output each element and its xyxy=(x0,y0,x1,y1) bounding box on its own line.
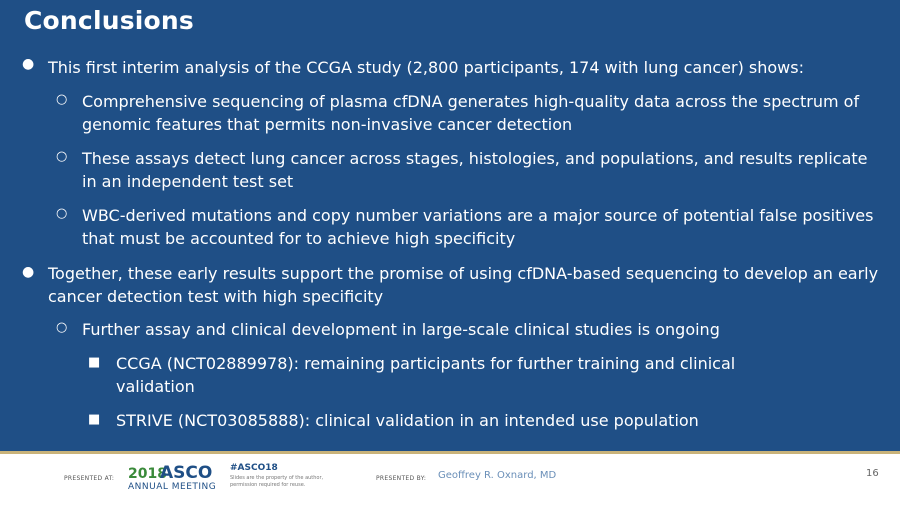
bullet-item: This first interim analysis of the CCGA study (2,800 participants, 174 with lung cancer) shows: xyxy=(48,58,804,77)
asco-logo-year: 2018 xyxy=(128,466,167,482)
sub-bullet-marker: ○ xyxy=(56,92,68,107)
hashtag: #ASCO18 xyxy=(230,463,278,473)
presented-at-label: PRESENTED AT: xyxy=(64,475,115,482)
footer xyxy=(0,454,900,510)
sub-bullet-item: These assays detect lung cancer across stages, histologies, and populations, and results replicate in an independent test set xyxy=(82,149,868,191)
sub-bullet-item: Further assay and clinical development in large-scale clinical studies is ongoing xyxy=(82,320,720,339)
sub-sub-bullet-marker: ■ xyxy=(88,412,101,427)
sub-sub-bullet-marker: ■ xyxy=(88,355,101,370)
sub-sub-bullet-item: CCGA (NCT02889978): remaining participants for further training and clinical validation xyxy=(116,354,736,396)
page-number: 16 xyxy=(866,468,879,479)
sub-bullet-marker: ○ xyxy=(56,206,68,221)
bullet-item: Together, these early results support the promise of using cfDNA-based sequencing to develop an early cancer detection test with high specificity xyxy=(48,264,879,306)
presented-by-label: PRESENTED BY: xyxy=(376,475,427,482)
sub-bullet-marker: ○ xyxy=(56,149,68,164)
sub-bullet-item: Comprehensive sequencing of plasma cfDNA generates high-quality data across the spectrum of genomic features that permits non-invasive cancer detection xyxy=(82,92,860,134)
sub-bullet-marker: ○ xyxy=(56,320,68,335)
asco-logo-name: ASCO xyxy=(160,463,213,483)
sub-bullet-item: WBC-derived mutations and copy number variations are a major source of potential false positives that must be accounted for to achieve high specificity xyxy=(82,206,874,248)
bullet-marker: ● xyxy=(22,264,35,280)
presenter-name: Geoffrey R. Oxnard, MD xyxy=(438,470,557,481)
bullet-marker: ● xyxy=(22,56,35,72)
sub-sub-bullet-item: STRIVE (NCT03085888): clinical validation in an intended use population xyxy=(116,411,699,430)
slide-title: Conclusions xyxy=(24,6,195,35)
disclaimer: Slides are the property of the author, permission required for reuse. xyxy=(230,475,324,488)
asco-logo-meeting: ANNUAL MEETING xyxy=(128,482,217,492)
